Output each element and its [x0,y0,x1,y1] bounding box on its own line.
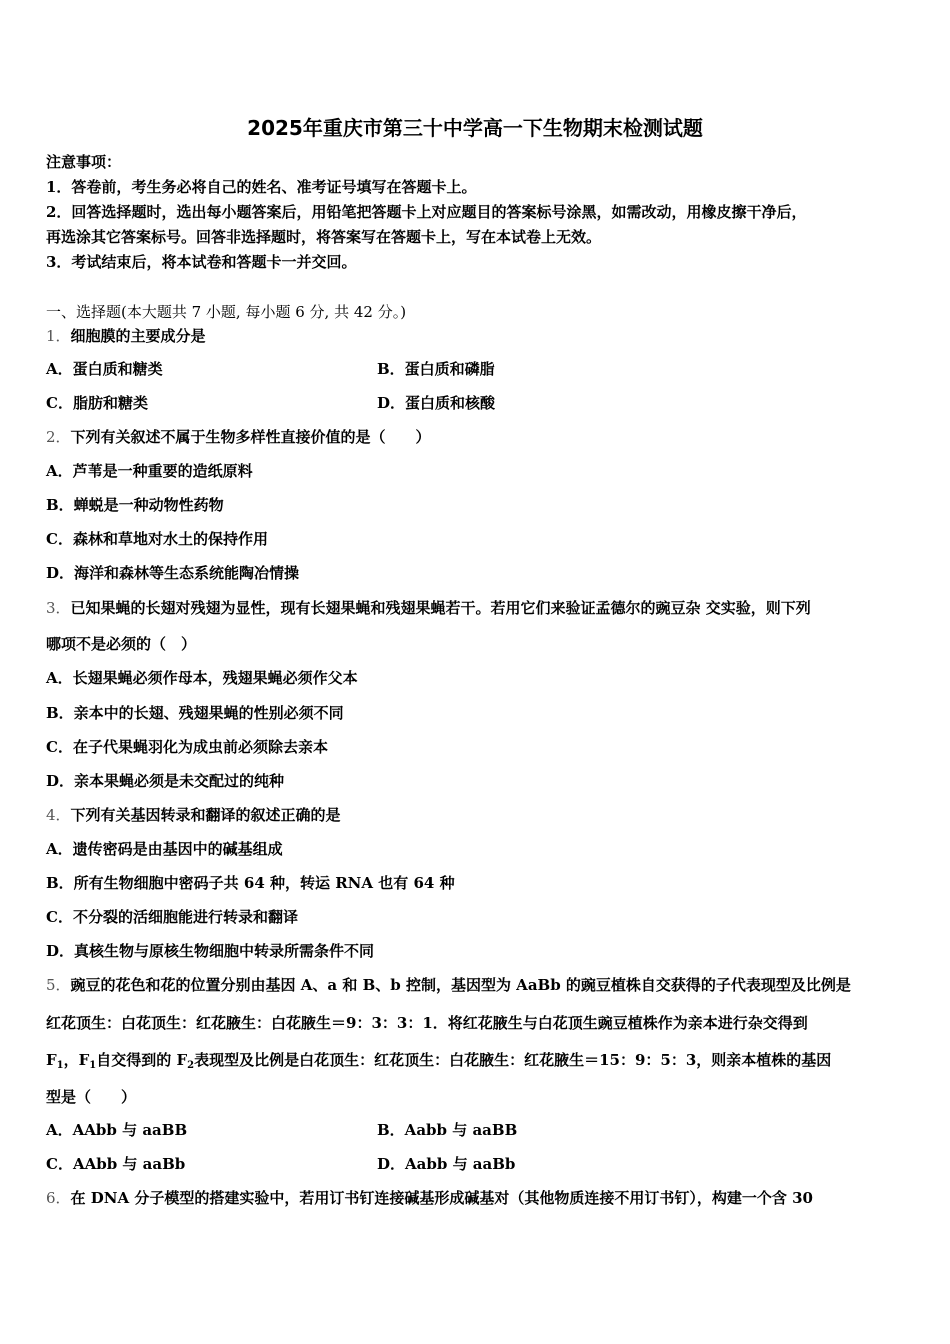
q5-option-d: D．Aabb 与 aaBb [377,1155,516,1173]
q3-stem-cont: 哪项不是必须的（ ） [46,635,197,653]
q2-option-a: A．芦苇是一种重要的造纸原料 [46,462,253,480]
q5-option-a: A．AAbb 与 aaBB [46,1121,188,1139]
question-number: 3． [46,599,71,617]
notice-item-1: 1．答卷前，考生务必将自己的姓名、准考证号填写在答题卡上。 [46,178,477,196]
q5-stem-line-3 [46,1050,831,1070]
q3-option-d: D．亲本果蝇必须是未交配过的纯种 [46,772,285,790]
q1-option-a: A．蛋白质和糖类 [46,360,163,378]
question-4 [46,805,341,825]
question-number: 6． [46,1189,71,1207]
q5-stem-line-4: 型是（ ） [46,1088,137,1106]
q2-option-c: C．森林和草地对水土的保持作用 [46,530,268,548]
question-stem: 已知果蝇的长翅对残翅为显性，现有长翅果蝇和残翅果蝇若干。若用它们来验证孟德尔的豌豆杂 交实验，则下列 [70,599,811,617]
q2-option-b: B．蝉蜕是一种动物性药物 [46,496,224,514]
q3-option-a: A．长翅果蝇必须作母本，残翅果蝇必须作父本 [46,669,358,687]
question-stem: 豌豆的花色和花的位置分别由基因 A、a 和 B、b 控制，基因型为 AaBb 的豌豆植株自交获得的子代表现型及比例是 [70,976,851,994]
q3-option-c: C．在子代果蝇羽化为成虫前必须除去亲本 [46,738,328,756]
question-3 [46,598,811,618]
subscript-1: 1 [56,1060,64,1071]
q4-option-c: C．不分裂的活细胞能进行转录和翻译 [46,908,298,926]
q1-option-b: B．蛋白质和磷脂 [377,360,495,378]
question-number: 2． [46,428,71,446]
question-2 [46,427,431,447]
subscript-1b: 1 [89,1060,97,1071]
q1-option-d: D．蛋白质和核酸 [377,394,496,412]
question-6 [46,1188,813,1208]
notice-item-2: 2．回答选择题时，选出每小题答案后，用铅笔把答题卡上对应题目的答案标号涂黑，如需改动，用橡皮擦干净后， [46,203,807,221]
notice-item-3: 3．考试结束后，将本试卷和答题卡一并交回。 [46,253,357,271]
q4-option-d: D．真核生物与原核生物细胞中转录所需条件不同 [46,942,375,960]
question-stem: 细胞膜的主要成分是 [70,327,206,345]
q3-option-b: B．亲本中的长翅、残翅果蝇的性别必须不同 [46,704,344,722]
q5-option-b: B．Aabb 与 aaBB [377,1121,518,1139]
q4-option-b: B．所有生物细胞中密码子共 64 种，转运 RNA 也有 64 种 [46,874,455,892]
question-stem: 下列有关叙述不属于生物多样性直接价值的是（ ） [70,428,431,446]
q2-option-d: D．海洋和森林等生态系统能陶冶情操 [46,564,300,582]
question-stem: 下列有关基因转录和翻译的叙述正确的是 [70,806,341,824]
question-number: 1． [46,327,71,345]
text-ratio: 表现型及比例是白花顶生：红花顶生：白花腋生：红花腋生＝15：9：5：3，则亲本植株的基因 [194,1051,832,1069]
q4-option-a: A．遗传密码是由基因中的碱基组成 [46,840,283,858]
text-f2: 自交得到的 F [96,1051,188,1069]
question-1 [46,326,206,346]
subscript-2: 2 [187,1060,195,1071]
page-title: 2025年重庆市第三十中学高一下生物期末检测试题 [247,116,703,140]
q1-option-c: C．脂肪和糖类 [46,394,148,412]
notice-item-2-cont: 再选涂其它答案标号。回答非选择题时，将答案写在答题卡上，写在本试卷上无效。 [46,228,602,246]
section-heading: 一、选择题(本大题共 7 小题, 每小题 6 分, 共 42 分。) [46,303,407,321]
q5-stem-line-2: 红花顶生：白花顶生：红花腋生：白花腋生＝9：3：3：1．将红花腋生与白花顶生豌豆植株作为亲本进行杂交得到 [46,1014,808,1032]
notice-heading: 注意事项： [46,153,122,171]
question-number: 4． [46,806,71,824]
question-5 [46,975,851,995]
question-stem: 在 DNA 分子模型的搭建实验中，若用订书钉连接碱基形成碱基对（其他物质连接不用订书钉），构建一个含 30 [70,1189,813,1207]
q5-option-c: C．AAbb 与 aaBb [46,1155,186,1173]
text-f: F [46,1051,57,1069]
text-f1: ，F [63,1051,90,1069]
question-number: 5． [46,976,71,994]
